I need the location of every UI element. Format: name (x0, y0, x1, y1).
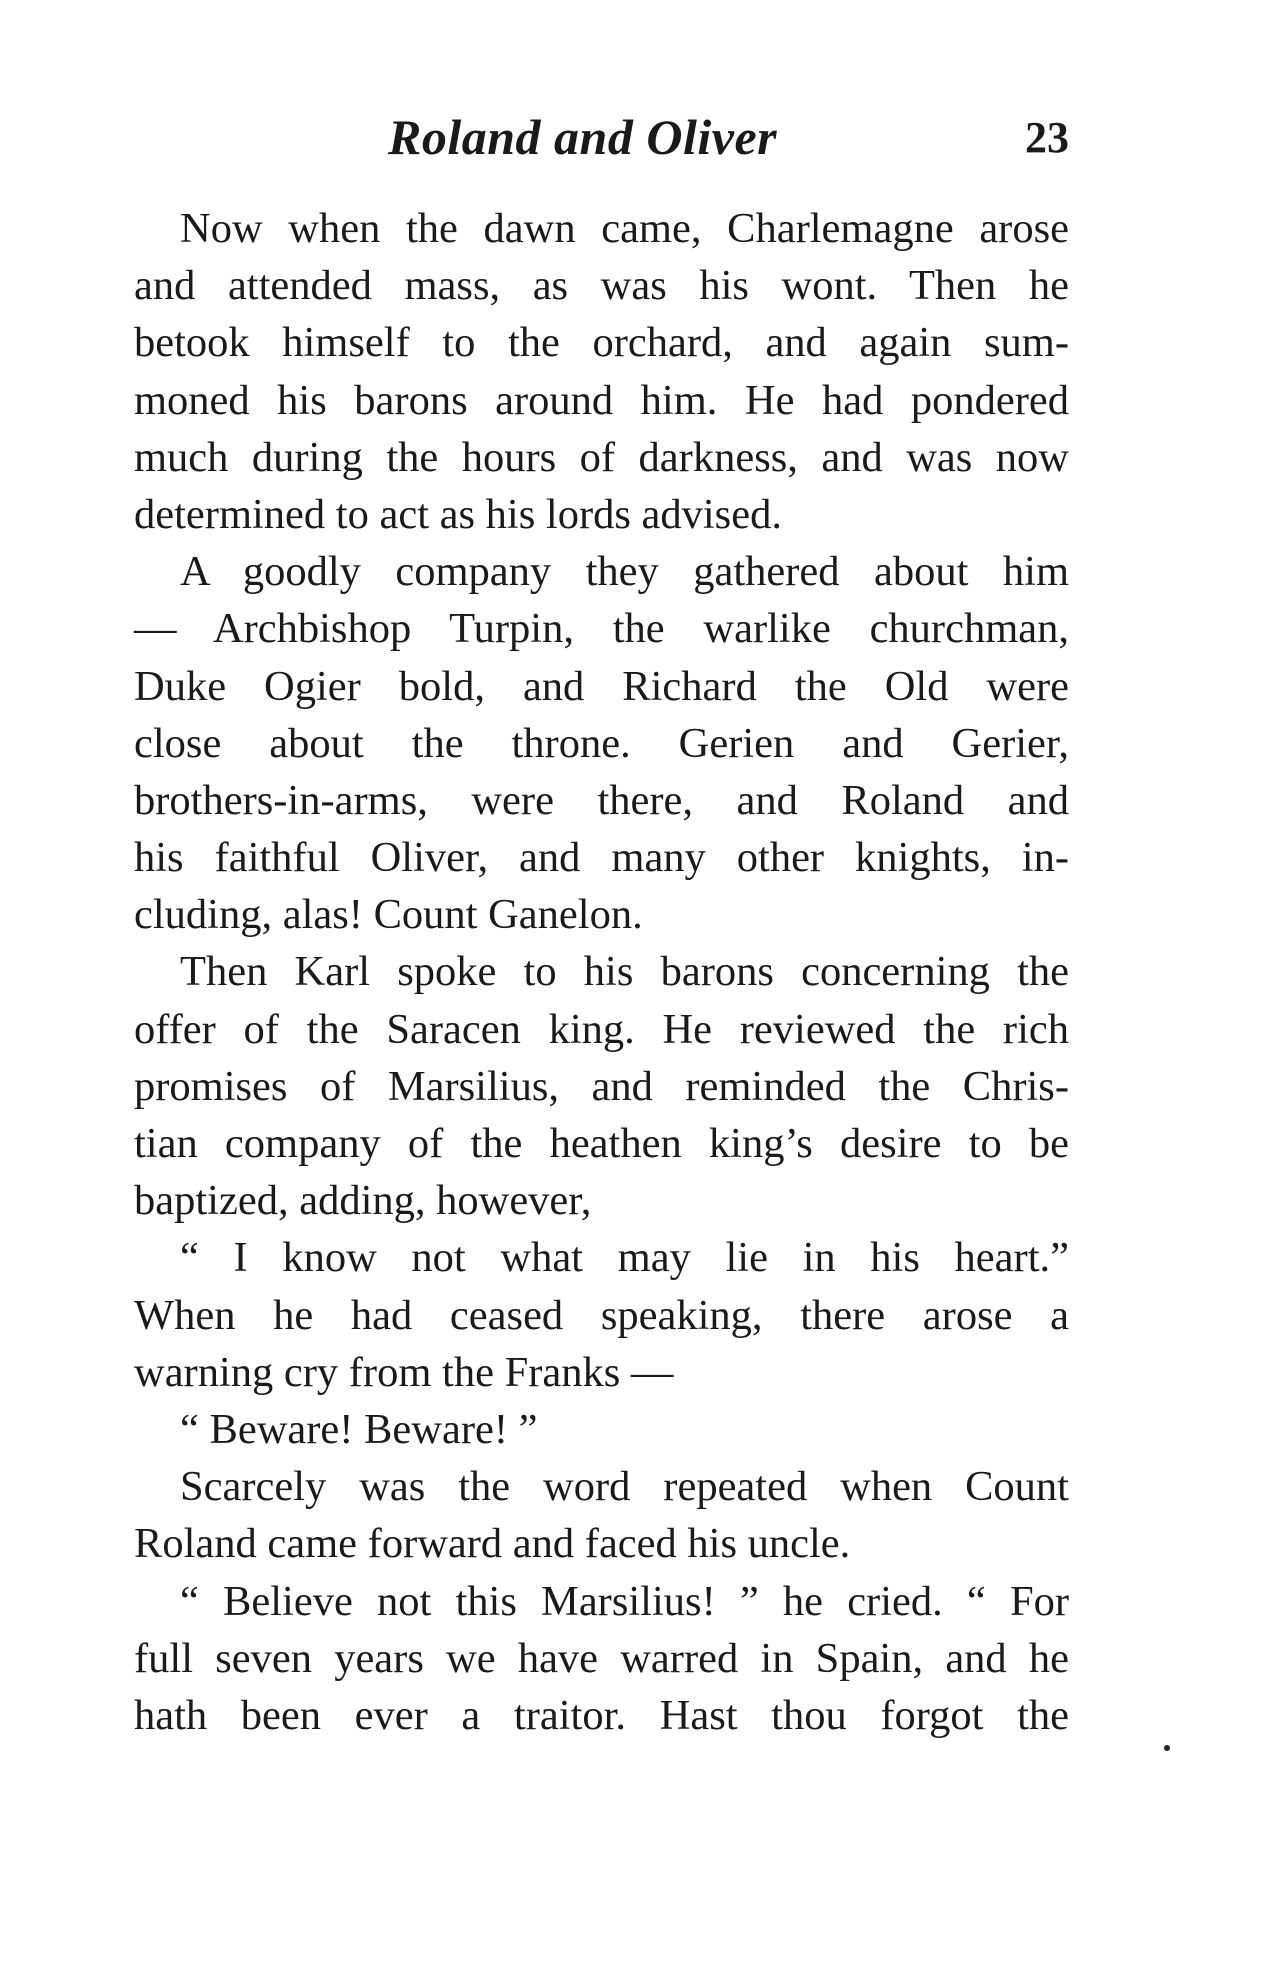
text-line: promises of Marsilius, and reminded the Chris- (134, 1062, 1069, 1110)
running-title: Roland and Oliver (388, 109, 778, 165)
body-text (134, 200, 1069, 1744)
paragraph (134, 1229, 1069, 1401)
page-header (134, 108, 1069, 168)
text-line: A goodly company they gathered about him (180, 548, 1069, 596)
text-line: “ Beware! Beware! ” (180, 1405, 538, 1453)
text-line: offer of the Saracen king. He reviewed the rich (134, 1005, 1069, 1053)
text-line: tian company of the heathen king’s desire to be (134, 1120, 1069, 1167)
text-line: cluding, alas! Count Ganelon. (134, 891, 643, 939)
text-line: warning cry from the Franks — (134, 1348, 674, 1396)
text-line: and attended mass, as was his wont. Then he (134, 262, 1069, 310)
text-line: — Archbishop Turpin, the warlike churchman, (134, 605, 1069, 653)
paragraph (134, 1401, 1069, 1458)
paragraph (134, 200, 1069, 543)
text-line: Scarcely was the word repeated when Count (180, 1463, 1069, 1511)
text-line: brothers-in-arms, were there, and Roland and (134, 776, 1069, 824)
text-line: moned his barons around him. He had pondered (134, 376, 1069, 424)
paragraph (134, 943, 1069, 1229)
text-line: determined to act as his lords advised. (134, 490, 782, 538)
text-line: baptized, adding, however, (134, 1177, 592, 1225)
paragraph (134, 1573, 1069, 1745)
print-speck (1164, 1745, 1170, 1751)
text-line: “ I know not what may lie in his heart.” (180, 1234, 1069, 1282)
page-number: 23 (1025, 113, 1069, 162)
text-line: hath been ever a traitor. Hast thou forgot the (134, 1691, 1069, 1739)
text-line: much during the hours of darkness, and was now (134, 433, 1069, 481)
text-line: his faithful Oliver, and many other knights, in- (134, 834, 1069, 882)
text-line: betook himself to the orchard, and again sum- (134, 319, 1069, 367)
text-line: “ Believe not this Marsilius! ” he cried. “ For (180, 1577, 1069, 1625)
text-line: Then Karl spoke to his barons concerning the (180, 948, 1069, 996)
text-line: Roland came forward and faced his uncle. (134, 1520, 851, 1568)
paragraph (134, 1458, 1069, 1572)
paragraph (134, 543, 1069, 943)
text-line: Duke Ogier bold, and Richard the Old were (134, 662, 1069, 710)
text-line: When he had ceased speaking, there arose a (134, 1291, 1069, 1339)
text-line: close about the throne. Gerien and Gerier, (134, 719, 1069, 767)
text-line: full seven years we have warred in Spain, and he (134, 1634, 1069, 1682)
text-line: Now when the dawn came, Charlemagne arose (180, 205, 1069, 252)
